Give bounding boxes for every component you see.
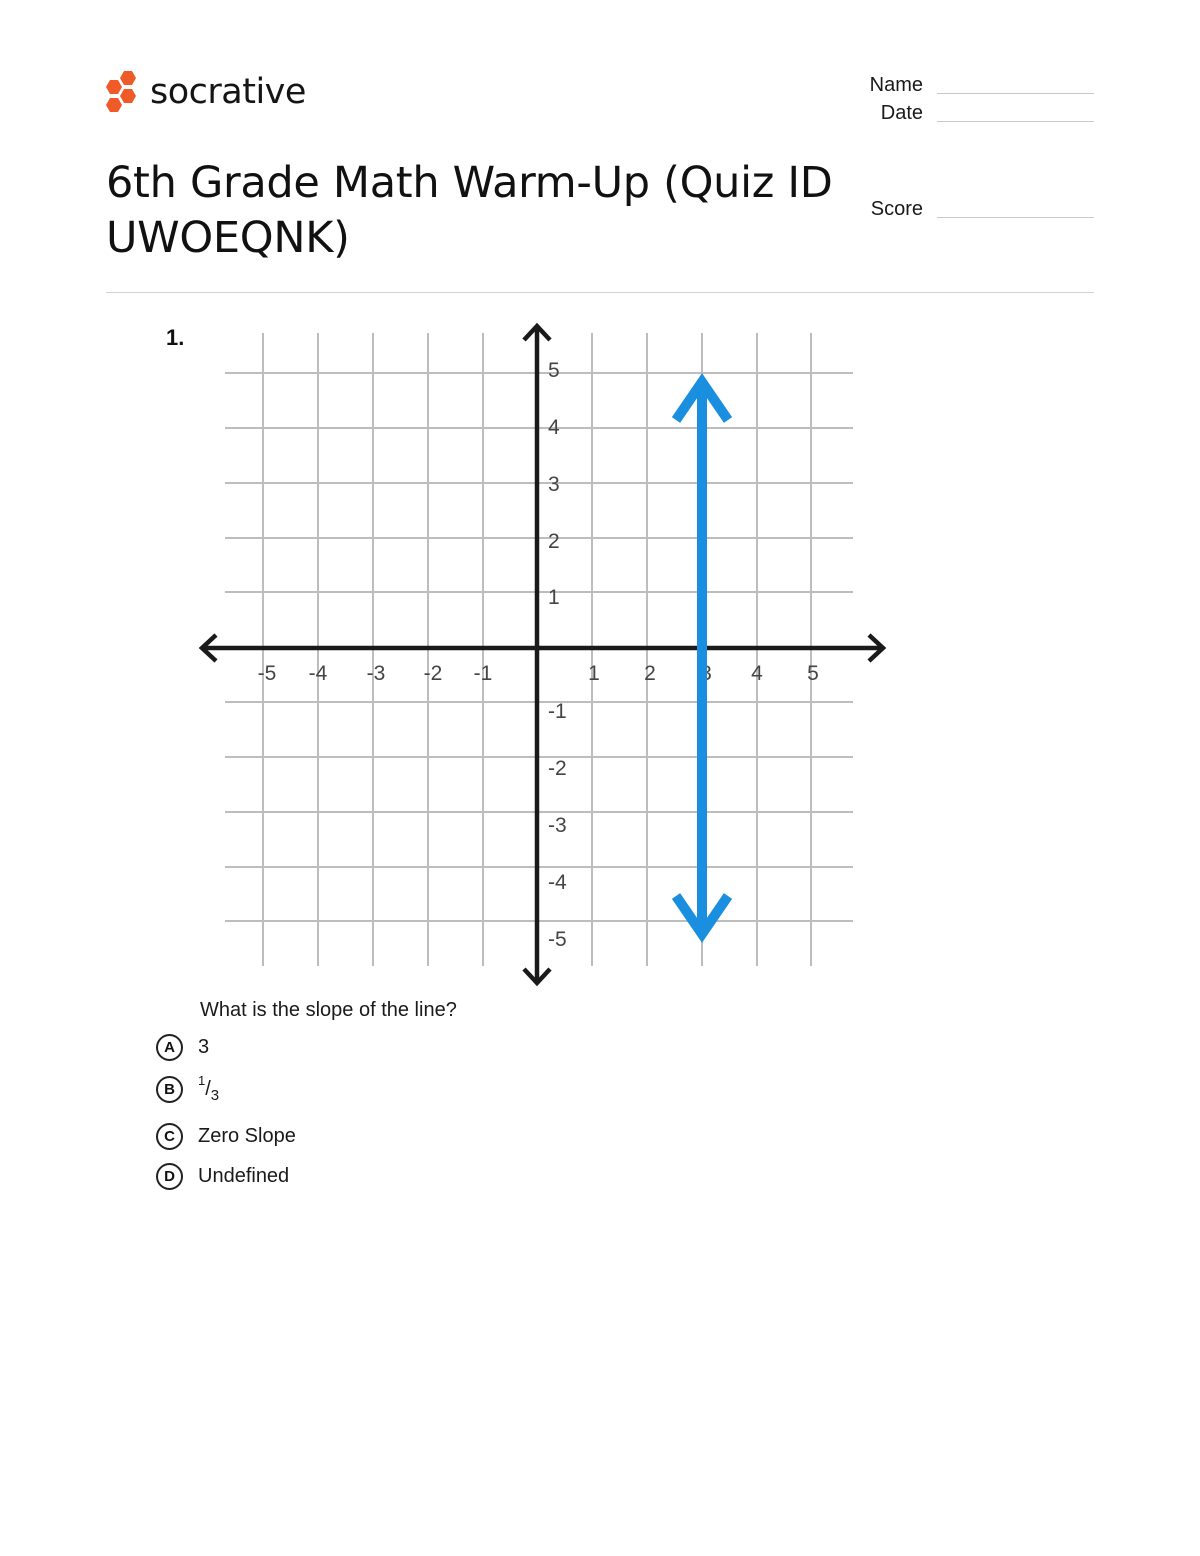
fraction-denominator: 3 [210,1086,220,1104]
choice-c-bubble[interactable]: C [156,1123,183,1150]
score-label: Score [870,198,923,220]
svg-text:-1: -1 [548,700,567,723]
fraction-numerator: 1 [198,1072,206,1088]
choice-c[interactable] [156,1120,296,1152]
choice-b-bubble[interactable]: B [156,1076,183,1103]
choice-a[interactable] [156,1031,209,1063]
svg-text:4: 4 [751,662,763,685]
brand-name: socrative [150,72,306,112]
svg-text:-4: -4 [308,662,328,685]
svg-text:2: 2 [644,662,656,685]
choice-a-text: 3 [198,1035,210,1058]
question-number: 1. [166,325,185,350]
svg-text:5: 5 [548,359,560,382]
choice-d-bubble[interactable]: D [156,1163,183,1190]
choice-d[interactable] [156,1160,289,1192]
svg-text:2: 2 [548,530,560,553]
choice-d-text: Undefined [198,1164,290,1187]
fraction-slash: / [205,1077,211,1100]
question-prompt: What is the slope of the line? [200,999,457,1021]
choice-a-bubble[interactable]: A [156,1034,183,1061]
quiz-title: 6th Grade Math Warm-Up (Quiz ID UWOEQNK) [106,158,833,263]
svg-text:-2: -2 [423,662,443,685]
svg-text:1: 1 [588,662,600,685]
svg-text:1: 1 [548,586,560,609]
svg-text:3: 3 [548,473,560,496]
choice-b-text [198,1072,220,1104]
choice-c-text: Zero Slope [198,1124,296,1147]
svg-text:3: 3 [700,662,712,685]
choice-b[interactable] [156,1073,219,1105]
svg-text:5: 5 [807,662,819,685]
axes [202,326,883,983]
svg-text:-3: -3 [366,662,386,685]
svg-text:-4: -4 [548,871,567,894]
svg-text:-1: -1 [473,662,493,685]
svg-text:-5: -5 [548,928,567,951]
date-label: Date [880,102,923,124]
name-label: Name [869,74,923,96]
svg-text:-2: -2 [548,757,567,780]
svg-text:4: 4 [548,416,560,439]
svg-text:-3: -3 [548,814,567,837]
svg-text:-5: -5 [257,662,277,685]
line-x-equals-3 [676,382,728,934]
